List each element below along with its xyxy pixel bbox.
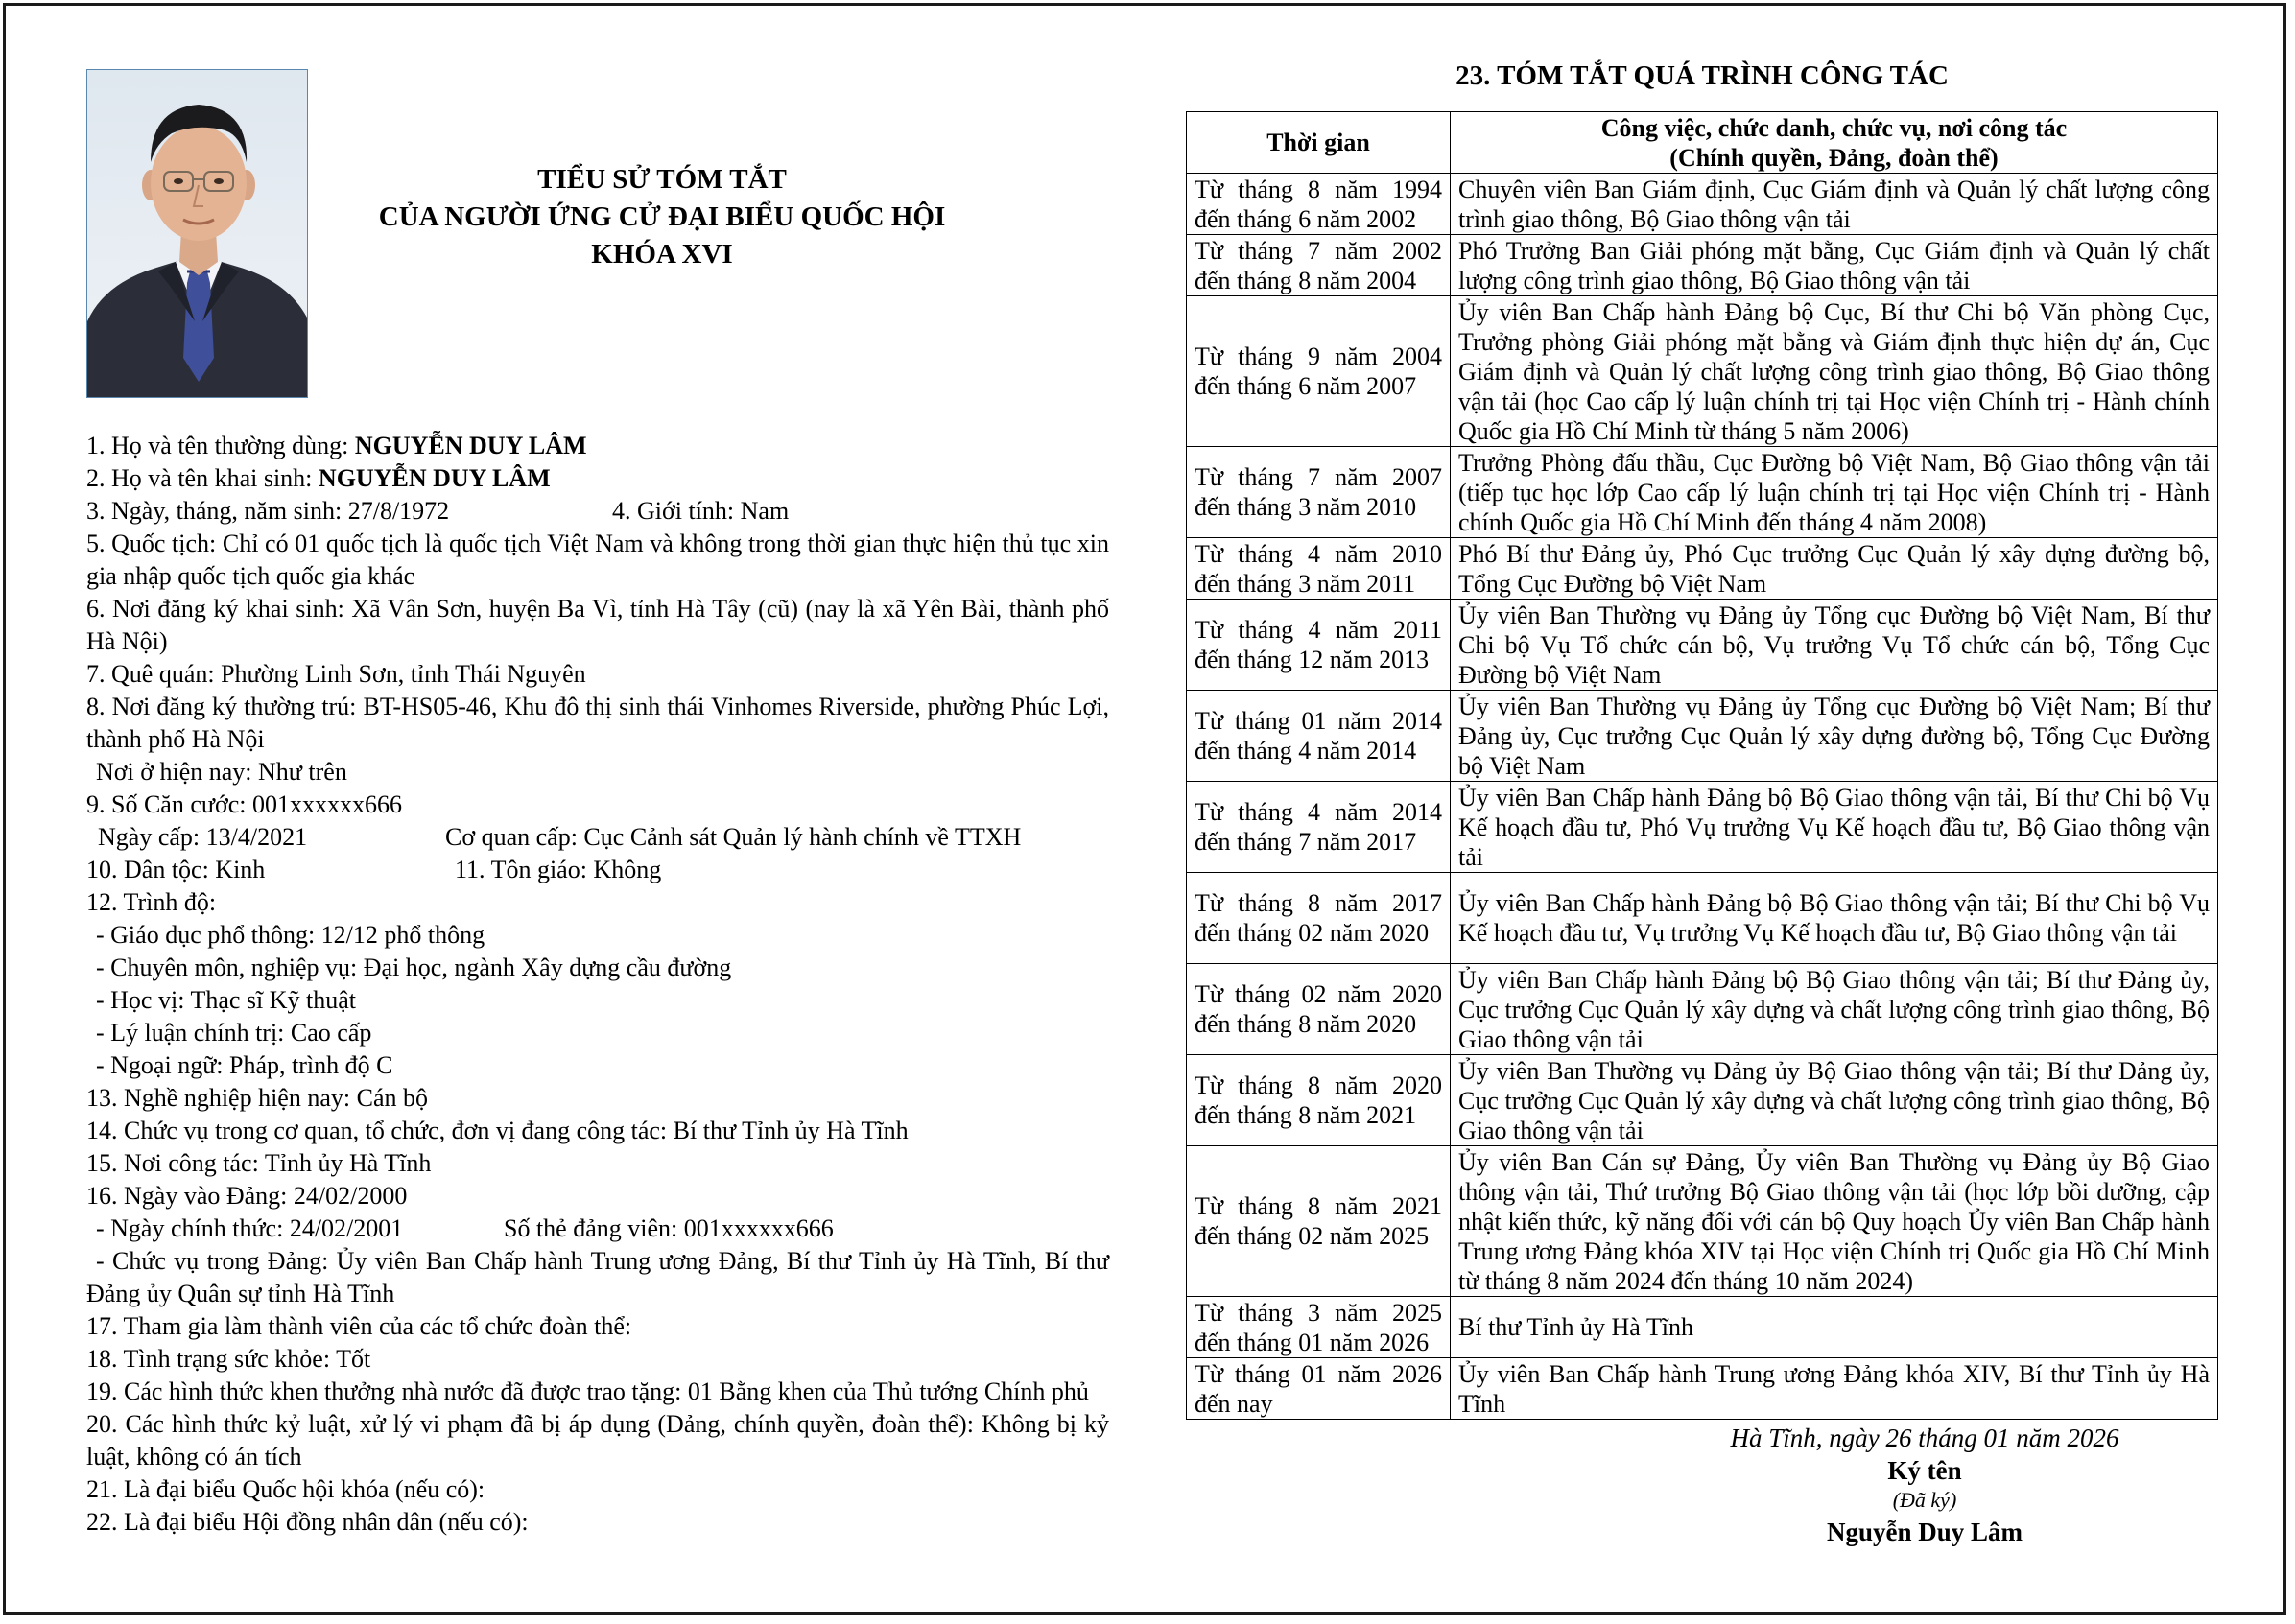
row-time [1187, 1297, 1451, 1358]
row-time-from: Từ tháng 01 năm 2026 [1195, 1359, 1442, 1388]
work-history-table [1186, 111, 2218, 1420]
row-time [1187, 600, 1451, 691]
field-health: 18. Tình trạng sức khỏe: Tốt [86, 1345, 371, 1373]
row-time-from: Từ tháng 4 năm 2011 [1195, 616, 1442, 644]
field-party-official-date: - Ngày chính thức: 24/02/2001 [96, 1214, 404, 1242]
row-time [1187, 1358, 1451, 1420]
row-time-to: đến tháng 8 năm 2020 [1195, 1010, 1417, 1038]
row-time [1187, 538, 1451, 600]
field-id-issuer: Cơ quan cấp: Cục Cảnh sát Quản lý hành chính về TTXH [445, 823, 1022, 851]
field-id-issue [86, 821, 1109, 854]
field-party-card: Số thẻ đảng viên: 001xxxxxx666 [504, 1214, 834, 1242]
section-title: 23. TÓM TẮT QUÁ TRÌNH CÔNG TÁC [1455, 60, 1949, 91]
table-header-row [1187, 112, 2218, 174]
row-time-from: Từ tháng 7 năm 2007 [1195, 463, 1442, 491]
row-time-to: đến tháng 02 năm 2020 [1195, 919, 1430, 947]
field-party-official [86, 1212, 1109, 1245]
field-discipline: 20. Các hình thức kỷ luật, xử lý vi phạm đã bị áp dụng (Đảng, chính quyền, đoàn thể): Không bị kỷ luật, không có án tích [86, 1410, 1109, 1471]
row-description: Phó Trưởng Ban Giải phóng mặt bằng, Cục Giám định và Quản lý chất lượng công trình giao thông, Bộ Giao thông vận tải [1451, 235, 2218, 296]
row-time-from: Từ tháng 02 năm 2020 [1195, 980, 1442, 1008]
row-description: Ủy viên Ban Chấp hành Trung ương Đảng khóa XIV, Bí thư Tỉnh ủy Hà Tĩnh [1451, 1358, 2218, 1420]
row-description: Ủy viên Ban Thường vụ Đảng ủy Bộ Giao thông vận tải; Bí thư Đảng ủy, Cục trưởng Cục Quản lý xây dựng và chất lượng công trình giao thông, Bộ Giao thông vận tải [1451, 1055, 2218, 1146]
field-organizations: 17. Tham gia làm thành viên của các tổ chức đoàn thể: [86, 1312, 632, 1340]
field-education: 12. Trình độ: [86, 888, 217, 916]
row-time-from: Từ tháng 3 năm 2025 [1195, 1298, 1442, 1327]
field-general-education: - Giáo dục phổ thông: 12/12 phổ thông [96, 921, 485, 949]
row-description: Ủy viên Ban Chấp hành Đảng bộ Cục, Bí thư Chi bộ Văn phòng Cục, Trưởng phòng Giải phóng mặt bằng và Giám định thực hiện dự án, Cục Giám định và Quản lý chất lượng công trình giao thông, Bộ Giao thông vận tải (học Cao cấp lý luận chính trị tại Học viện Chính trị - Hành chính Quốc gia Hồ Chí Minh từ tháng 5 năm 2006) [1451, 296, 2218, 447]
title-line-1: TIỂU SỬ TÓM TẮT [537, 164, 787, 195]
row-time [1187, 1146, 1451, 1297]
column-header-time: Thời gian [1187, 112, 1451, 174]
field-gender: 4. Giới tính: Nam [612, 497, 790, 525]
portrait-photo [86, 69, 308, 398]
row-time [1187, 964, 1451, 1055]
row-time-to: đến nay [1195, 1389, 1273, 1418]
field-birth-name: 2. Họ và tên khai sinh: NGUYỄN DUY LÂM [86, 464, 551, 492]
row-description: Ủy viên Ban Chấp hành Đảng bộ Bộ Giao thông vận tải; Bí thư Đảng ủy, Cục trưởng Cục Quản lý xây dựng và chất lượng công trình giao thông, Bộ Giao thông vận tải [1451, 964, 2218, 1055]
table-row [1187, 174, 2218, 235]
row-time [1187, 235, 1451, 296]
field-political-theory: - Lý luận chính trị: Cao cấp [96, 1019, 372, 1047]
row-time-to: đến tháng 3 năm 2010 [1195, 493, 1417, 521]
field-workplace: 15. Nơi công tác: Tỉnh ủy Hà Tĩnh [86, 1149, 432, 1177]
field-occupation: 13. Nghề nghiệp hiện nay: Cán bộ [86, 1084, 428, 1112]
field-na-deputy: 21. Là đại biểu Quốc hội khóa (nếu có): [86, 1475, 485, 1503]
table-row [1187, 873, 2218, 964]
field-id-issue-date: Ngày cấp: 13/4/2021 [98, 823, 308, 851]
row-description: Ủy viên Ban Thường vụ Đảng ủy Tổng cục Đường bộ Việt Nam, Bí thư Chi bộ Vụ Tổ chức cán bộ, Vụ trưởng Vụ Tổ chức cán bộ, Tổng Cục Đường bộ Việt Nam [1451, 600, 2218, 691]
row-time-from: Từ tháng 8 năm 2020 [1195, 1071, 1442, 1099]
row-time-from: Từ tháng 9 năm 2004 [1195, 342, 1442, 370]
row-time-to: đến tháng 6 năm 2002 [1195, 204, 1417, 233]
field-permanent-residence: 8. Nơi đăng ký thường trú: BT-HS05-46, Khu đô thị sinh thái Vinhomes Riverside, phường Phúc Lợi, thành phố Hà Nội [86, 693, 1109, 753]
portrait-image [87, 70, 308, 398]
field-hometown: 7. Quê quán: Phường Linh Sơn, tỉnh Thái Nguyên [86, 660, 586, 688]
row-time [1187, 873, 1451, 964]
field-ethnicity: 10. Dân tộc: Kinh [86, 856, 266, 883]
row-description: Ủy viên Ban Chấp hành Đảng bộ Bộ Giao thông vận tải, Bí thư Chi bộ Vụ Kế hoạch đầu tư, Phó Vụ trưởng Vụ Kế hoạch đầu tư, Bộ Giao thông vận tải [1451, 782, 2218, 873]
row-time [1187, 782, 1451, 873]
table-row [1187, 1146, 2218, 1297]
row-description: Trưởng Phòng đấu thầu, Cục Đường bộ Việt Nam, Bộ Giao thông vận tải (tiếp tục học lớp Cao cấp lý luận chính trị tại Học viện Chính trị - Hành chính Quốc gia Hồ Chí Minh đến tháng 4 năm 2008) [1451, 447, 2218, 538]
table-row [1187, 691, 2218, 782]
biography-title [355, 161, 969, 273]
row-time-to: đến tháng 12 năm 2013 [1195, 646, 1430, 673]
title-line-3: KHÓA XVI [591, 239, 733, 270]
table-row [1187, 296, 2218, 447]
row-description: Ủy viên Ban Chấp hành Đảng bộ Bộ Giao thông vận tải; Bí thư Chi bộ Vụ Kế hoạch đầu tư, Vụ trưởng Vụ Kế hoạch đầu tư, Bộ Giao thông vận tải [1451, 873, 2218, 964]
signer-name: Nguyễn Duy Lâm [1826, 1518, 2023, 1546]
field-religion: 11. Tôn giáo: Không [455, 856, 662, 883]
table-row [1187, 1358, 2218, 1420]
field-nationality: 5. Quốc tịch: Chỉ có 01 quốc tịch là quốc tịch Việt Nam và không trong thời gian thực hiện thủ tục xin gia nhập quốc tịch quốc gia khác [86, 530, 1109, 590]
table-row [1187, 447, 2218, 538]
work-history-rows [1187, 174, 2218, 1420]
field-birthdate-gender [86, 495, 1109, 528]
row-description: Phó Bí thư Đảng ủy, Phó Cục trưởng Cục Quản lý xây dựng đường bộ, Tổng Cục Đường bộ Việt Nam [1451, 538, 2218, 600]
work-history-column [1186, 58, 2218, 1420]
table-row [1187, 600, 2218, 691]
table-row [1187, 538, 2218, 600]
row-description: Chuyên viên Ban Giám định, Cục Giám định và Quản lý chất lượng công trình giao thông, Bộ Giao thông vận tải [1451, 174, 2218, 235]
field-birthdate: 3. Ngày, tháng, năm sinh: 27/8/1972 [86, 497, 450, 525]
table-row [1187, 1055, 2218, 1146]
row-time-from: Từ tháng 01 năm 2014 [1195, 707, 1442, 735]
table-row [1187, 1297, 2218, 1358]
row-time-to: đến tháng 6 năm 2007 [1195, 372, 1417, 400]
row-time-to: đến tháng 4 năm 2014 [1195, 737, 1417, 765]
field-pc-deputy: 22. Là đại biểu Hội đồng nhân dân (nếu có): [86, 1508, 529, 1536]
field-id-number: 9. Số Căn cước: 001xxxxxx666 [86, 790, 402, 818]
row-time-from: Từ tháng 8 năm 1994 [1195, 175, 1442, 203]
row-description: Ủy viên Ban Thường vụ Đảng ủy Tổng cục Đường bộ Việt Nam; Bí thư Đảng ủy, Cục trưởng Cục Quản lý xây dựng đường bộ, Tổng Cục Đường bộ Việt Nam [1451, 691, 2218, 782]
field-awards: 19. Các hình thức khen thưởng nhà nước đã được trao tặng: 01 Bằng khen của Thủ tướng Chính phủ [86, 1377, 1089, 1405]
title-line-2: CỦA NGƯỜI ỨNG CỬ ĐẠI BIỂU QUỐC HỘI [378, 201, 946, 232]
field-specialization: - Chuyên môn, nghiệp vụ: Đại học, ngành Xây dựng cầu đường [96, 953, 732, 981]
table-row [1187, 964, 2218, 1055]
row-time-from: Từ tháng 4 năm 2010 [1195, 539, 1442, 568]
row-time [1187, 447, 1451, 538]
row-time [1187, 691, 1451, 782]
row-time-to: đến tháng 3 năm 2011 [1195, 569, 1416, 598]
row-time-to: đến tháng 7 năm 2017 [1195, 828, 1417, 856]
row-time-to: đến tháng 8 năm 2004 [1195, 266, 1417, 294]
field-ethnicity-religion [86, 854, 1109, 886]
row-time-from: Từ tháng 4 năm 2014 [1195, 798, 1442, 826]
row-time-to: đến tháng 01 năm 2026 [1195, 1328, 1430, 1356]
place-date: Hà Tĩnh, ngày 26 tháng 01 năm 2026 [1730, 1424, 2119, 1452]
column-header-work: Công việc, chức danh, chức vụ, nơi công tác (Chính quyền, Đảng, đoàn thể) [1451, 112, 2218, 174]
field-common-name: 1. Họ và tên thường dùng: NGUYỄN DUY LÂM [86, 432, 587, 459]
row-description: Bí thư Tỉnh ủy Hà Tĩnh [1451, 1297, 2218, 1358]
field-birth-registration: 6. Nơi đăng ký khai sinh: Xã Vân Sơn, huyện Ba Vì, tỉnh Hà Tây (cũ) (nay là xã Yên Bài, thành phố Hà Nội) [86, 595, 1109, 655]
field-party-position: - Chức vụ trong Đảng: Ủy viên Ban Chấp hành Trung ương Đảng, Bí thư Tỉnh ủy Hà Tĩnh, Bí thư Đảng ủy Quân sự tỉnh Hà Tĩnh [86, 1247, 1109, 1307]
field-foreign-language: - Ngoại ngữ: Pháp, trình độ C [96, 1051, 393, 1079]
table-row [1187, 235, 2218, 296]
field-position: 14. Chức vụ trong cơ quan, tổ chức, đơn vị đang công tác: Bí thư Tỉnh ủy Hà Tĩnh [86, 1117, 909, 1144]
row-time-to: đến tháng 8 năm 2021 [1195, 1101, 1417, 1129]
sign-label: Ký tên [1887, 1456, 1962, 1485]
field-current-residence: Nơi ở hiện nay: Như trên [96, 758, 347, 786]
row-time [1187, 1055, 1451, 1146]
row-time-from: Từ tháng 7 năm 2002 [1195, 236, 1442, 265]
row-time-from: Từ tháng 8 năm 2017 [1195, 889, 1442, 917]
biography-fields [86, 430, 1109, 1539]
row-time-to: đến tháng 02 năm 2025 [1195, 1222, 1430, 1250]
field-degree: - Học vị: Thạc sĩ Kỹ thuật [96, 986, 357, 1014]
signed-note: (Đã ký) [1892, 1488, 1957, 1512]
table-row [1187, 782, 2218, 873]
row-time [1187, 174, 1451, 235]
row-time [1187, 296, 1451, 447]
row-time-from: Từ tháng 8 năm 2021 [1195, 1192, 1442, 1220]
field-party-join-date: 16. Ngày vào Đảng: 24/02/2000 [86, 1182, 408, 1210]
row-description: Ủy viên Ban Cán sự Đảng, Ủy viên Ban Thường vụ Đảng ủy Bộ Giao thông vận tải, Thứ trưởng Bộ Giao thông vận tải (học lớp bồi dưỡng, cập nhật kiến thức, kỹ năng đối với cán bộ Quy hoạch Ủy viên Ban Chấp hành Trung ương Đảng khóa XIV tại Học viện Chính trị Quốc gia Hồ Chí Minh từ tháng 8 năm 2024 đến tháng 10 năm 2024) [1451, 1146, 2218, 1297]
